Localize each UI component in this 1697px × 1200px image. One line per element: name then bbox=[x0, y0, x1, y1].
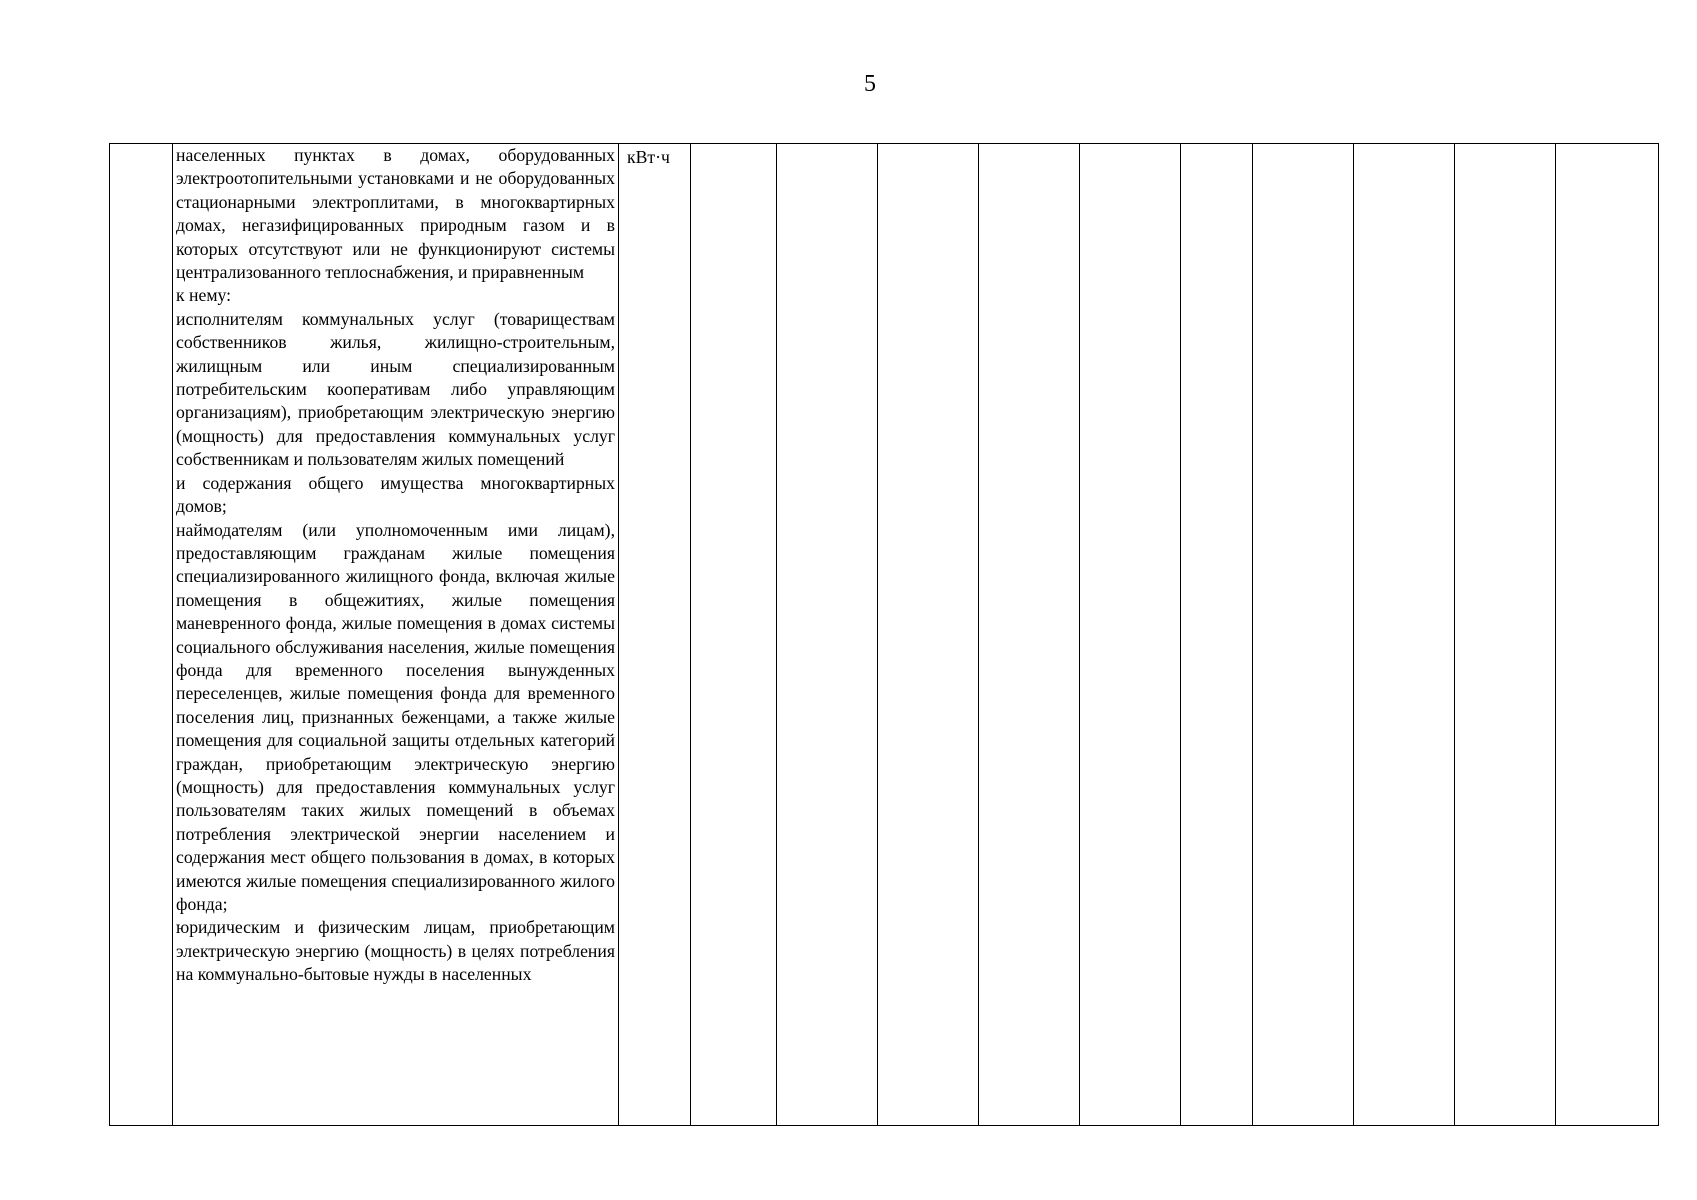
description-paragraph: исполнителям коммунальных услуг (товариществам собственников жилья, жилищно-строительным, жилищным или иным специализированным потребительским кооперативам либо управляющим организациям), приобретающим электрическую энергию (мощность) для предоставления коммунальных услуг собственникам и пользователям жилых помещений bbox=[176, 308, 615, 470]
value-cell bbox=[777, 144, 878, 1126]
value-cell bbox=[691, 144, 777, 1126]
value-cell bbox=[1253, 144, 1354, 1126]
tariff-table bbox=[109, 143, 1659, 1126]
table-row bbox=[110, 144, 1659, 1126]
value-cell bbox=[1181, 144, 1253, 1126]
value-cell bbox=[878, 144, 979, 1126]
value-cell bbox=[1080, 144, 1181, 1126]
unit-cell: кВт·ч bbox=[619, 144, 691, 1126]
value-cell bbox=[979, 144, 1080, 1126]
description-paragraph: к нему: bbox=[176, 285, 232, 306]
value-cell bbox=[1556, 144, 1659, 1126]
page-number: 5 bbox=[864, 71, 876, 97]
row-index-cell bbox=[110, 144, 173, 1126]
description-cell bbox=[173, 144, 619, 1126]
description-paragraph: наймодателям (или уполномоченным ими лицам), предоставляющим гражданам жилые помещения специализированного жилищного фонда, включая жилые помещения в общежитиях, жилые помещения маневренного фонда, жилые помещения в домах системы социального обслуживания населения, жилые помещения фонда для временного поселения вынужденных переселенцев, жилые помещения фонда для временного поселения лиц, признанных беженцами, а также жилые помещения для социальной защиты отдельных категорий граждан, приобретающим электрическую энергию (мощность) для предоставления коммунальных услуг пользователям таких жилых помещений в объемах потребления электрической энергии населением и содержания мест общего пользования в домах, в которых имеются жилые помещения специализированного жилого фонда; bbox=[176, 519, 615, 914]
description-paragraph: и содержания общего имущества многоквартирных домов; bbox=[176, 472, 615, 517]
value-cell bbox=[1455, 144, 1556, 1126]
description-paragraph: юридическим и физическим лицам, приобретающим электрическую энергию (мощность) в целях потребления на коммунально-бытовые нужды в населенных bbox=[176, 917, 615, 985]
description-text bbox=[176, 144, 615, 987]
value-cell bbox=[1354, 144, 1455, 1126]
description-paragraph: населенных пунктах в домах, оборудованных электроотопительными установками и не оборудованных стационарными электроплитами, в многоквартирных домах, негазифицированных природным газом и в которых отсутствуют или не функционируют системы централизованного теплоснабжения, и приравненным bbox=[176, 145, 615, 283]
